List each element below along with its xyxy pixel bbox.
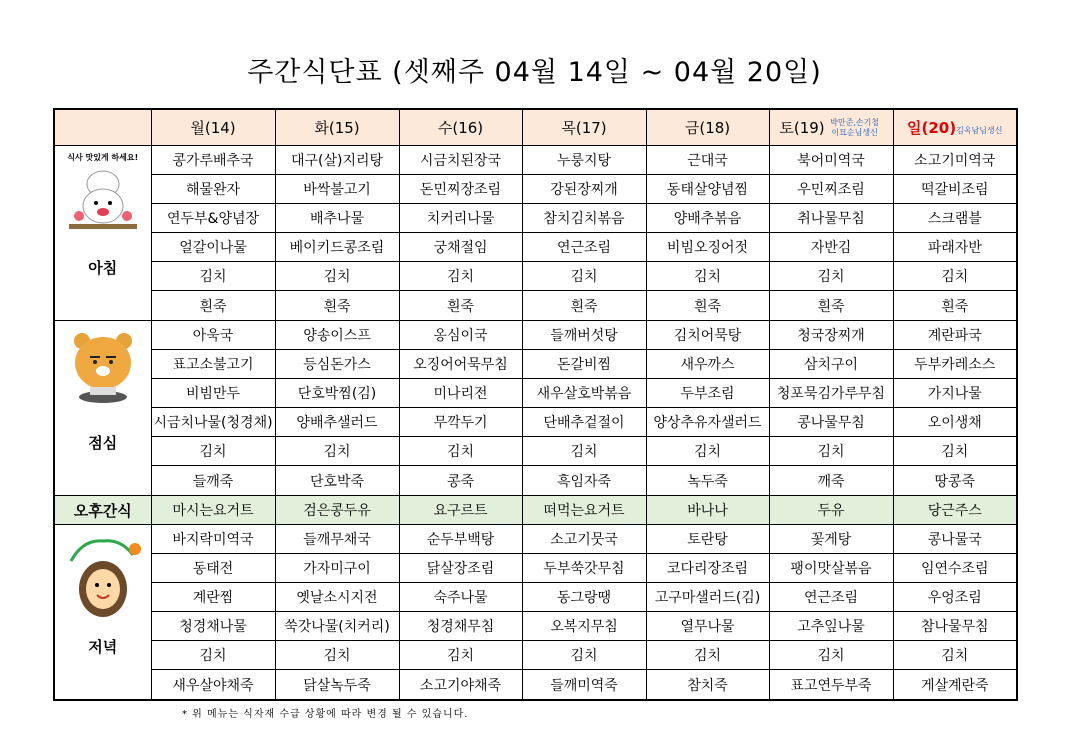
corner-cell <box>54 109 151 146</box>
menu-item-sun: 김치 <box>893 641 1017 670</box>
menu-item-sat: 고추잎나물 <box>769 612 893 641</box>
breakfast-row <box>54 146 1017 175</box>
menu-item-wed: 김치 <box>399 437 522 466</box>
menu-item-thu: 강된장찌개 <box>522 175 646 204</box>
menu-item-sat: 김치 <box>769 262 893 291</box>
menu-item-mon: 시금치나물(청경채) <box>151 408 275 437</box>
bear-character-icon <box>68 327 138 407</box>
menu-item-fri: 토란탕 <box>646 525 769 554</box>
day-header-tue: 화(15) <box>275 109 399 146</box>
menu-item-mon: 얼갈이나물 <box>151 233 275 262</box>
dinner-row <box>54 583 1017 612</box>
menu-item-sun: 소고기미역국 <box>893 146 1017 175</box>
birthday-note: 김옥남님생신 <box>956 126 1003 135</box>
menu-item-thu: 김치 <box>522 641 646 670</box>
menu-item-fri: 김치 <box>646 437 769 466</box>
porridge-tue: 단호박죽 <box>275 466 399 496</box>
menu-item-thu: 김치 <box>522 437 646 466</box>
menu-item-sun: 스크램블 <box>893 204 1017 233</box>
day-header-wed: 수(16) <box>399 109 522 146</box>
menu-item-tue: 단호박찜(김) <box>275 379 399 408</box>
breakfast-row <box>54 175 1017 204</box>
menu-item-fri: 김치 <box>646 262 769 291</box>
menu-item-wed: 궁채절임 <box>399 233 522 262</box>
meal-label: 아침 <box>88 259 118 277</box>
menu-item-fri: 고구마샐러드(김) <box>646 583 769 612</box>
menu-item-wed: 돈민찌장조림 <box>399 175 522 204</box>
dinner-row <box>54 612 1017 641</box>
menu-item-fri: 김치 <box>646 641 769 670</box>
porridge-sat: 흰죽 <box>769 291 893 321</box>
snack-item-fri: 바나나 <box>646 496 769 525</box>
menu-item-sun: 떡갈비조림 <box>893 175 1017 204</box>
menu-item-tue: 등심돈가스 <box>275 350 399 379</box>
menu-item-fri: 근대국 <box>646 146 769 175</box>
snack-item-mon: 마시는요거트 <box>151 496 275 525</box>
day-header-fri: 금(18) <box>646 109 769 146</box>
menu-item-sat: 자반김 <box>769 233 893 262</box>
porridge-sat: 표고연두부죽 <box>769 670 893 701</box>
menu-item-mon: 바지락미역국 <box>151 525 275 554</box>
menu-item-tue: 쑥갓나물(치커리) <box>275 612 399 641</box>
porridge-sun: 땅콩죽 <box>893 466 1017 496</box>
menu-item-sat: 취나물무침 <box>769 204 893 233</box>
menu-item-thu: 누룽지탕 <box>522 146 646 175</box>
menu-item-tue: 배추나물 <box>275 204 399 233</box>
menu-item-thu: 들깨버섯탕 <box>522 321 646 350</box>
menu-item-mon: 표고소불고기 <box>151 350 275 379</box>
dinner-row <box>54 525 1017 554</box>
lunch-row <box>54 350 1017 379</box>
menu-item-sun: 계란파국 <box>893 321 1017 350</box>
porridge-fri: 흰죽 <box>646 291 769 321</box>
meal-label: 저녁 <box>88 638 118 656</box>
menu-item-tue: 김치 <box>275 641 399 670</box>
menu-item-thu: 단배추겉절이 <box>522 408 646 437</box>
snack-item-tue: 검은콩두유 <box>275 496 399 525</box>
menu-item-tue: 바싹불고기 <box>275 175 399 204</box>
dinner-porridge-row <box>54 670 1017 701</box>
porridge-thu: 흰죽 <box>522 291 646 321</box>
menu-item-sun: 콩나물국 <box>893 525 1017 554</box>
menu-item-sat: 청국장찌개 <box>769 321 893 350</box>
menu-item-tue: 옛날소시지전 <box>275 583 399 612</box>
menu-item-sat: 삼치구이 <box>769 350 893 379</box>
menu-item-wed: 옹심이국 <box>399 321 522 350</box>
menu-item-wed: 순두부백탕 <box>399 525 522 554</box>
menu-item-tue: 베이키드콩조림 <box>275 233 399 262</box>
breakfast-caption: 식사 맛있게 하세요! <box>67 153 139 162</box>
menu-item-fri: 새우까스 <box>646 350 769 379</box>
snack-item-sat: 두유 <box>769 496 893 525</box>
weekly-menu-table <box>53 108 1018 701</box>
menu-item-sat: 김치 <box>769 641 893 670</box>
lunch-label-cell <box>54 321 151 496</box>
lunch-porridge-row <box>54 466 1017 496</box>
menu-item-thu: 참치김치볶음 <box>522 204 646 233</box>
menu-item-tue: 대구(살)지리탕 <box>275 146 399 175</box>
menu-item-sat: 김치 <box>769 437 893 466</box>
breakfast-label-cell <box>54 146 151 321</box>
menu-item-thu: 연근조림 <box>522 233 646 262</box>
menu-item-fri: 두부조림 <box>646 379 769 408</box>
menu-item-tue: 들깨무채국 <box>275 525 399 554</box>
menu-item-thu: 김치 <box>522 262 646 291</box>
day-header-thu: 목(17) <box>522 109 646 146</box>
menu-item-thu: 오복지무침 <box>522 612 646 641</box>
menu-item-tue: 김치 <box>275 437 399 466</box>
menu-item-sat: 북어미역국 <box>769 146 893 175</box>
menu-item-tue: 양송이스프 <box>275 321 399 350</box>
menu-item-sat: 연근조림 <box>769 583 893 612</box>
breakfast-row <box>54 262 1017 291</box>
menu-item-mon: 김치 <box>151 641 275 670</box>
menu-item-sat: 콩나물무침 <box>769 408 893 437</box>
day-header-mon: 월(14) <box>151 109 275 146</box>
porridge-wed: 콩죽 <box>399 466 522 496</box>
menu-item-sun: 오이생채 <box>893 408 1017 437</box>
menu-item-mon: 동태전 <box>151 554 275 583</box>
menu-item-wed: 청경채무침 <box>399 612 522 641</box>
chef-character-icon <box>63 152 143 237</box>
menu-item-thu: 돈갈비찜 <box>522 350 646 379</box>
footnote: * 위 메뉴는 식자재 수급 상황에 따라 변경 될 수 있습니다. <box>182 709 469 720</box>
menu-item-mon: 콩가루배추국 <box>151 146 275 175</box>
snack-row <box>54 496 1017 525</box>
menu-item-thu: 동그랑땡 <box>522 583 646 612</box>
dinner-label-cell <box>54 525 151 701</box>
dinner-row <box>54 554 1017 583</box>
meal-label: 점심 <box>88 434 118 452</box>
menu-item-wed: 치커리나물 <box>399 204 522 233</box>
menu-item-fri: 양상추유자샐러드 <box>646 408 769 437</box>
snack-label: 오후간식 <box>54 496 151 525</box>
menu-item-sat: 꽃게탕 <box>769 525 893 554</box>
menu-item-mon: 김치 <box>151 262 275 291</box>
porridge-sun: 게살계란죽 <box>893 670 1017 701</box>
menu-item-mon: 김치 <box>151 437 275 466</box>
lunch-row <box>54 321 1017 350</box>
menu-item-fri: 비빔오징어젓 <box>646 233 769 262</box>
menu-item-wed: 닭살장조림 <box>399 554 522 583</box>
menu-item-sat: 우민찌조림 <box>769 175 893 204</box>
menu-item-fri: 양배추볶음 <box>646 204 769 233</box>
day-header-sat: 토(19) 박만준,손기철 이묘순님생신 <box>769 109 893 146</box>
dinner-row <box>54 641 1017 670</box>
snack-item-thu: 떠먹는요거트 <box>522 496 646 525</box>
menu-item-thu: 두부쑥갓무침 <box>522 554 646 583</box>
porridge-thu: 들깨미역죽 <box>522 670 646 701</box>
menu-item-sun: 참나물무침 <box>893 612 1017 641</box>
menu-item-sat: 팽이맛살볶음 <box>769 554 893 583</box>
menu-item-mon: 해물완자 <box>151 175 275 204</box>
menu-item-sun: 우엉조림 <box>893 583 1017 612</box>
menu-item-mon: 비빔만두 <box>151 379 275 408</box>
menu-item-thu: 새우살호박볶음 <box>522 379 646 408</box>
day-header-sun: 일(20)김옥남님생신 <box>893 109 1017 146</box>
menu-item-sun: 김치 <box>893 437 1017 466</box>
menu-item-wed: 숙주나물 <box>399 583 522 612</box>
menu-item-fri: 동태살양념찜 <box>646 175 769 204</box>
porridge-mon: 흰죽 <box>151 291 275 321</box>
menu-item-sun: 임연수조림 <box>893 554 1017 583</box>
porridge-fri: 참치죽 <box>646 670 769 701</box>
menu-item-mon: 계란찜 <box>151 583 275 612</box>
breakfast-row <box>54 204 1017 233</box>
menu-item-wed: 김치 <box>399 641 522 670</box>
menu-item-thu: 소고기뭇국 <box>522 525 646 554</box>
menu-item-wed: 김치 <box>399 262 522 291</box>
porridge-wed: 흰죽 <box>399 291 522 321</box>
porridge-tue: 흰죽 <box>275 291 399 321</box>
porridge-thu: 흑임자죽 <box>522 466 646 496</box>
porridge-mon: 들깨죽 <box>151 466 275 496</box>
porridge-fri: 녹두죽 <box>646 466 769 496</box>
menu-item-tue: 김치 <box>275 262 399 291</box>
menu-item-sun: 두부카레소스 <box>893 350 1017 379</box>
menu-item-tue: 양배추샐러드 <box>275 408 399 437</box>
menu-item-fri: 열무나물 <box>646 612 769 641</box>
menu-item-mon: 아욱국 <box>151 321 275 350</box>
lunch-row <box>54 379 1017 408</box>
menu-item-mon: 연두부&양념장 <box>151 204 275 233</box>
porridge-sun: 흰죽 <box>893 291 1017 321</box>
menu-item-fri: 김치어묵탕 <box>646 321 769 350</box>
menu-item-sun: 파래자반 <box>893 233 1017 262</box>
menu-item-wed: 무깍두기 <box>399 408 522 437</box>
menu-item-mon: 청경채나물 <box>151 612 275 641</box>
menu-item-wed: 시금치된장국 <box>399 146 522 175</box>
porridge-tue: 닭살녹두죽 <box>275 670 399 701</box>
menu-item-wed: 오징어어묵무침 <box>399 350 522 379</box>
smiling-girl-icon <box>63 531 143 621</box>
breakfast-row <box>54 233 1017 262</box>
menu-item-wed: 미나리전 <box>399 379 522 408</box>
lunch-row <box>54 437 1017 466</box>
porridge-wed: 소고기야채죽 <box>399 670 522 701</box>
menu-item-sat: 청포묵김가루무침 <box>769 379 893 408</box>
menu-item-sun: 김치 <box>893 262 1017 291</box>
porridge-sat: 깨죽 <box>769 466 893 496</box>
menu-item-sun: 가지나물 <box>893 379 1017 408</box>
day-header-row <box>54 109 1017 146</box>
menu-item-fri: 코다리장조림 <box>646 554 769 583</box>
snack-item-wed: 요구르트 <box>399 496 522 525</box>
birthday-note: 박만준,손기철 이묘순님생신 <box>830 117 880 137</box>
lunch-row <box>54 408 1017 437</box>
page-title: 주간식단표 (셋째주 04월 14일 ~ 04월 20일) <box>247 57 822 88</box>
snack-item-sun: 당근주스 <box>893 496 1017 525</box>
porridge-mon: 새우살야채죽 <box>151 670 275 701</box>
breakfast-porridge-row <box>54 291 1017 321</box>
menu-item-tue: 가자미구이 <box>275 554 399 583</box>
